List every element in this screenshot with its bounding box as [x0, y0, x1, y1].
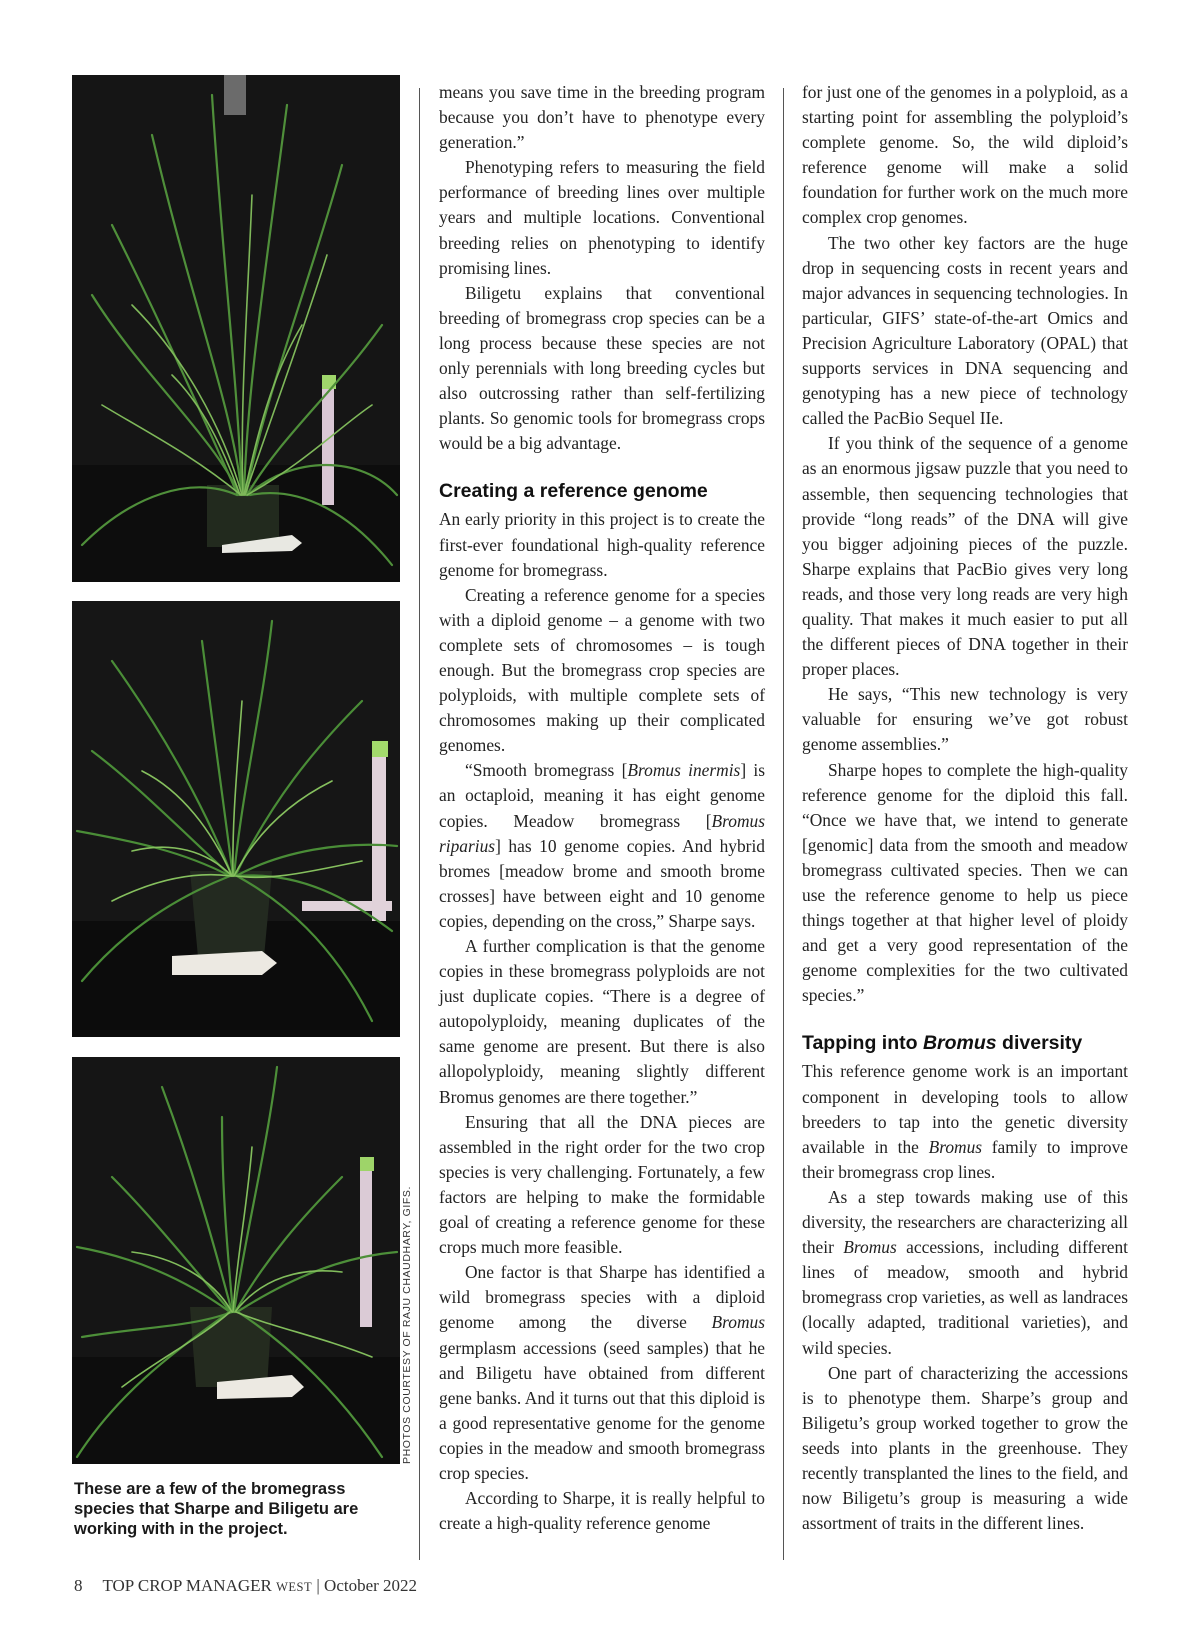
paragraph: If you think of the sequence of a genome as an enormous jigsaw puzzle that you need to assemble, then sequencing technologies that provide “long reads” of the DNA will give you bigger adjoining pieces of the puzzle. Sharpe explains that PacBio gives very long reads, and those very long reads are very high quality. That makes it much easier to put all the different pieces of DNA together in their proper places. [802, 433, 1128, 680]
paragraph: He says, “This new technology is very valuable for ensuring we’ve got robust genome assemblies.” [802, 684, 1128, 755]
paragraph: Ensuring that all the DNA pieces are assembled in the right order for the two crop species is very challenging. Fortunately, a few factors are helping to make the formidable goal of creating a reference genome for these crops much more feasible. [439, 1111, 765, 1258]
footer-separator: | [316, 1576, 320, 1595]
paragraph: Phenotyping refers to measuring the field performance of breeding lines over multiple years and multiple locations. Conventional breeding relies on phenotyping to identify promising lines. [439, 157, 765, 278]
article-column-2 [802, 80, 1128, 1536]
section-heading: Tapping into Bromus diversity [802, 1032, 1083, 1055]
issue-date: October 2022 [324, 1576, 418, 1595]
paragraph: “Smooth bromegrass [Bromus inermis] is an octaploid, meaning it has eight genome copies. Meadow bromegrass [Bromus riparius] has 10 genome copies. And hybrid bromes [meadow brome and smooth brome crosses] have between eight and 10 genome copies, depending on the cross,” Sharpe says. [439, 760, 765, 931]
paragraph: One part of characterizing the accessions is to phenotype them. Sharpe’s group and Biligetu’s group worked together to grow the seeds into plants in the greenhouse. They recently transplanted the lines to the field, and now Biligetu’s group is measuring a wide assortment of traits in the different lines. [802, 1362, 1128, 1534]
paragraph: for just one of the genomes in a polyploid, as a starting point for assembling the polyploid’s complete genome. So, the wild diploid’s reference genome will make a solid foundation for further work on the much more complex crop genomes. [802, 82, 1129, 228]
paragraph: According to Sharpe, it is really helpful to create a high-quality reference genome [439, 1488, 765, 1534]
paragraph: This reference genome work is an important component in developing tools to allow breeders to tap into the genetic diversity available in the Bromus family to improve their bromegrass crop lines. [802, 1061, 1128, 1182]
page-number: 8 [74, 1576, 83, 1595]
bromegrass-photo-2 [72, 601, 400, 1037]
magazine-edition: WEST [276, 1580, 313, 1594]
bromegrass-photo-3 [72, 1057, 400, 1464]
article-column-1 [439, 80, 765, 1536]
column-divider [783, 88, 784, 1560]
magazine-name: TOP CROP MANAGER [102, 1576, 272, 1595]
paragraph: The two other key factors are the huge drop in sequencing costs in recent years and major advances in sequencing technologies. In particular, GIFS’ state-of-the-art Omics and Precision Agriculture Laboratory (OPAL) that supports services in DNA sequencing and genotyping has a new piece of technology called the PacBio Sequel IIe. [802, 232, 1128, 429]
photo-caption: These are a few of the bromegrass species that Sharpe and Biligetu are working with in the project. [74, 1480, 359, 1538]
paragraph: means you save time in the breeding program because you don’t have to phenotype every generation.” [439, 82, 765, 153]
bromegrass-photo-1 [72, 75, 400, 582]
paragraph: Creating a reference genome for a species with a diploid genome – a genome with two complete sets of chromosomes – is tough enough. But the bromegrass crop species are polyploids, with multiple complete sets of chromosomes making up their complicated genomes. [439, 584, 765, 756]
section-heading: Creating a reference genome [439, 480, 708, 503]
page-footer [74, 1576, 417, 1596]
column-divider [419, 88, 420, 1560]
paragraph: As a step towards making use of this diversity, the researchers are characterizing all their Bromus accessions, including different lines of meadow, smooth and hybrid bromegrass crop varieties, as well as landraces (locally adapted, traditional varieties), and wild species. [802, 1186, 1128, 1358]
paragraph: An early priority in this project is to create the first-ever foundational high-quality reference genome for bromegrass. [439, 509, 765, 580]
paragraph: Biligetu explains that conventional breeding of bromegrass crop species can be a long process because these species are not only perennials with long breeding cycles but also outcrossing rather than self-fertilizing plants. So genomic tools for bromegrass crops would be a big advantage. [439, 282, 765, 454]
paragraph: One factor is that Sharpe has identified a wild bromegrass species with a diploid genome among the diverse Bromus germplasm accessions (seed samples) that he and Biligetu have obtained from different gene banks. And it turns out that this diploid is a good representative genome for the genome copies in the meadow and smooth bromegrass crop species. [439, 1262, 765, 1483]
paragraph: Sharpe hopes to complete the high-quality reference genome for the diploid this fall. “Once we have that, we intend to generate [genomic] data from the smooth and meadow bromegrass cultivated species. Then we can use the reference genome to help us piece things together at that higher level of ploidy and get a very good representation of the genome complexities for the two cultivated species.” [802, 759, 1128, 1006]
paragraph: A further complication is that the genome copies in these bromegrass polyploids are not just duplicate copies. “There is a degree of autopolyploidy, meaning duplicates of the same genome are present. But there is also allopolyploidy, meaning slightly different Bromus genomes are there together.” [439, 936, 765, 1107]
